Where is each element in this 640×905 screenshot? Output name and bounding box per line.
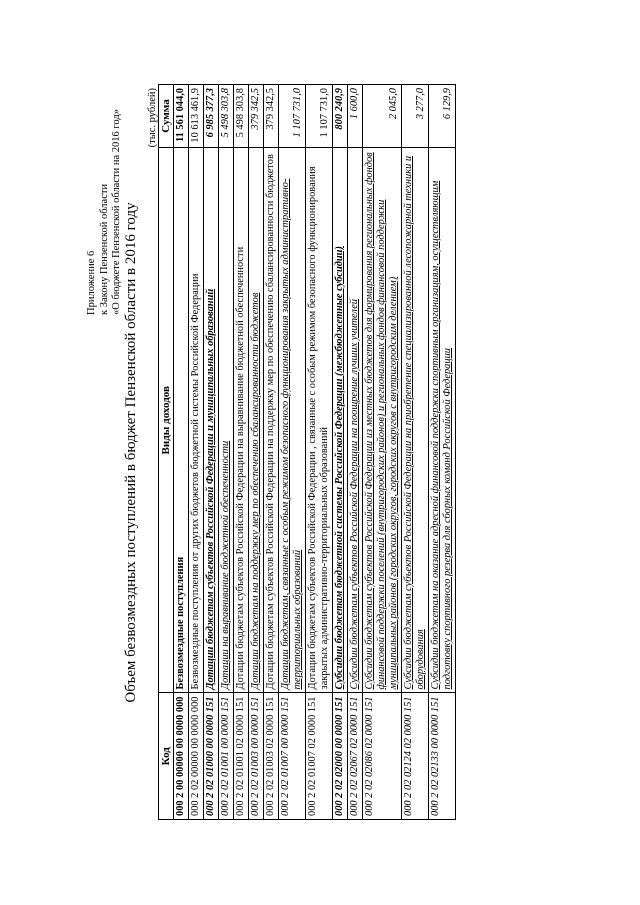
- table-row: [363, 85, 402, 820]
- row-name: Дотации бюджетам субъектов Российской Федерации на выравнивание бюджетной обеспеченности: [234, 147, 249, 693]
- row-name: Субсидии бюджетам субъектов Российской Федерации из местных бюджетов для формирования региональных фондов финансовой поддержки поселений (внутригородских районов) и региональных фондов финансовой поддержки муниципальных районов (городских округов, городских округов с внутригородским делением): [363, 147, 402, 693]
- table-row: [264, 85, 279, 820]
- table-row: [189, 85, 204, 820]
- appendix-number: Приложение 6: [86, 250, 97, 315]
- row-amount: 3 277,0: [402, 85, 429, 148]
- row-name: Субсидии бюджетам бюджетной системы Российской Федерации (межбюджетные субсидии): [333, 147, 348, 693]
- row-name: Субсидии бюджетам на оказание адресной финансовой поддержки спортивным организациям, осуществляющим подготовку спортивного резерва для сборных команд Российской Федерации: [429, 147, 456, 693]
- row-name: Дотации на выравнивание бюджетной обеспеченности: [219, 147, 234, 693]
- table-row: [333, 85, 348, 820]
- row-code: 000 2 02 01003 00 0000 151: [249, 693, 264, 820]
- row-code: 000 2 02 02067 02 0000 151: [348, 693, 363, 820]
- row-name: Дотации бюджетам на поддержку мер по обеспечению сбалансированности бюджетов: [249, 147, 264, 693]
- row-code: 000 2 02 01007 00 0000 151: [279, 693, 306, 820]
- row-amount: 6 129,9: [429, 85, 456, 148]
- row-amount: 5 498 303,8: [234, 85, 249, 148]
- table-row: [219, 85, 234, 820]
- units-note: (тыс. рублей): [147, 88, 158, 148]
- row-name: Дотации бюджетам субъектов Российской Федерации на поддержку мер по обеспечению сбалансированности бюджетов: [264, 147, 279, 693]
- table-row: [402, 85, 429, 820]
- table-row: [429, 85, 456, 820]
- row-amount: 1 107 731,0: [279, 85, 306, 148]
- row-amount: 379 342,5: [264, 85, 279, 148]
- header-code: Код: [159, 693, 174, 820]
- table-row: [348, 85, 363, 820]
- row-amount: 379 342,5: [249, 85, 264, 148]
- row-code: 000 2 02 00000 00 0000 000: [189, 693, 204, 820]
- header-name: Виды доходов: [159, 147, 174, 693]
- header-amount: Сумма: [159, 85, 174, 148]
- row-name: Субсидии бюджетам субъектов Российской Федерации на приобретение специализированной лесопожарной техники и оборудования: [402, 147, 429, 693]
- row-name: Безвозмездные поступления: [174, 147, 189, 693]
- table-row: [174, 85, 189, 820]
- row-code: 000 2 02 01007 02 0000 151: [306, 693, 333, 820]
- row-amount: 10 613 461,9: [189, 85, 204, 148]
- table-row: [279, 85, 306, 820]
- table-row: [234, 85, 249, 820]
- table-row: [204, 85, 219, 820]
- row-amount: 1 107 731,0: [306, 85, 333, 148]
- table-header-row: [159, 85, 174, 820]
- law-title: «О бюджете Пензенской области на 2016 год»: [111, 109, 122, 315]
- revenue-table: [158, 84, 456, 820]
- row-name: Безвозмездные поступления от других бюджетов бюджетной системы Российской Федерации: [189, 147, 204, 693]
- row-code: 000 2 02 02124 02 0000 151: [402, 693, 429, 820]
- row-amount: 2 045,0: [363, 85, 402, 148]
- row-code: 000 2 02 01001 02 0000 151: [234, 693, 249, 820]
- approval-block: [86, 109, 124, 315]
- row-code: 000 2 02 01001 00 0000 151: [219, 693, 234, 820]
- row-name: Дотации бюджетам, связанные с особым режимом безопасного функционирования закрытых административно-территориальных образований: [279, 147, 306, 693]
- table-row: [249, 85, 264, 820]
- row-code: 000 2 02 02086 02 0000 151: [363, 693, 402, 820]
- row-code: 000 2 02 02133 00 0000 151: [429, 693, 456, 820]
- row-name: Дотации бюджетам субъектов Российской Федерации , связанные с особым режимом безопасного функционирования закрытых административно-территориальных образований: [306, 147, 333, 693]
- row-name: Дотации бюджетам субъектов Российской Федерации и муниципальных образований: [204, 147, 219, 693]
- row-code: 000 2 00 00000 00 0000 000: [174, 693, 189, 820]
- row-code: 000 2 02 01000 00 0000 151: [204, 693, 219, 820]
- row-name: Субсидии бюджетам субъектов Российской Федерации на поощрение лучших учителей: [348, 147, 363, 693]
- law-reference: к Закону Пензенской области: [98, 183, 110, 315]
- row-amount: 6 985 377,3: [204, 85, 219, 148]
- row-code: 000 2 02 01003 02 0000 151: [264, 693, 279, 820]
- row-amount: 1 600,0: [348, 85, 363, 148]
- document-title: Объем безвозмездных поступлений в бюджет Пензенской области в 2016 году: [123, 202, 139, 703]
- row-code: 000 2 02 02000 00 0000 151: [333, 693, 348, 820]
- row-amount: 11 561 044,0: [174, 85, 189, 148]
- table-row: [306, 85, 333, 820]
- row-amount: 800 240,9: [333, 85, 348, 148]
- row-amount: 5 498 303,8: [219, 85, 234, 148]
